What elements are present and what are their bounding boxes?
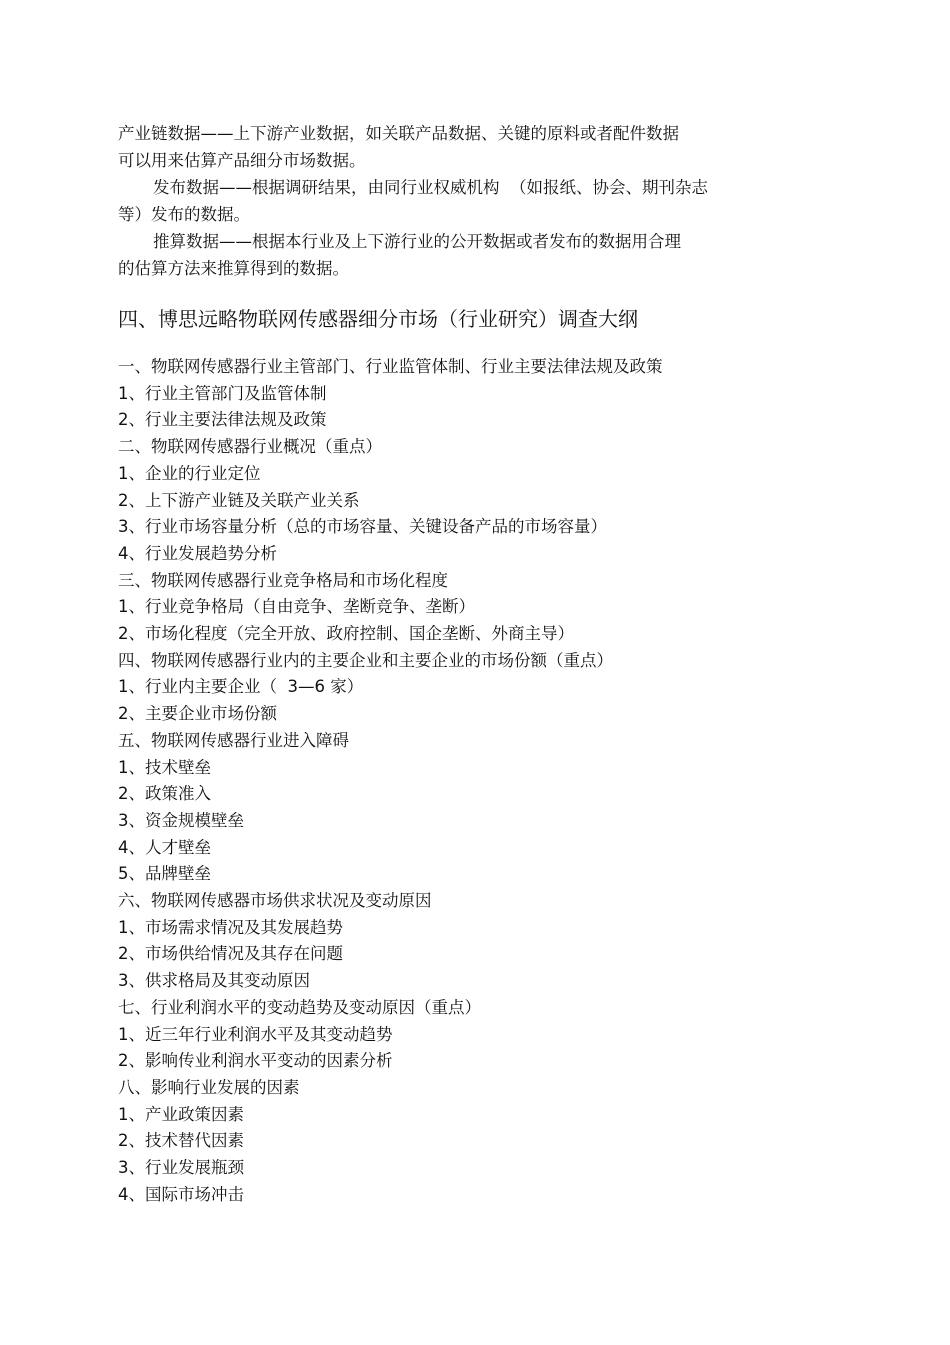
outline-item: 3、行业发展瓶颈 bbox=[118, 1158, 244, 1178]
outline-item: 1、行业竞争格局（自由竞争、垄断竞争、垄断） bbox=[118, 597, 475, 617]
outline-item: 1、近三年行业利润水平及其变动趋势 bbox=[118, 1024, 393, 1044]
outline-item: 2、市场供给情况及其存在问题 bbox=[118, 944, 343, 964]
outline-item: 1、技术壁垒 bbox=[118, 757, 211, 777]
survey-outline bbox=[118, 354, 838, 1209]
outline-section-title: 二、物联网传感器行业概况（重点） bbox=[118, 437, 382, 457]
outline-section-title: 一、物联网传感器行业主管部门、行业监管体制、行业主要法律法规及政策 bbox=[118, 357, 663, 376]
outline-item: 4、国际市场冲击 bbox=[118, 1184, 244, 1204]
section-heading: 四、博思远略物联网传感器细分市场（行业研究）调查大纲 bbox=[118, 307, 638, 331]
outline-item: 3、行业市场容量分析（总的市场容量、关键设备产品的市场容量） bbox=[118, 517, 607, 537]
intro-line: 可以用来估算产品细分市场数据。 bbox=[118, 151, 366, 170]
intro-line: 发布数据——根据调研结果，由同行业权威机构 （如报纸、协会、期刊杂志 bbox=[153, 178, 708, 197]
intro-line: 的估算方法来推算得到的数据。 bbox=[118, 259, 349, 278]
outline-section-title: 五、物联网传感器行业进入障碍 bbox=[118, 730, 349, 750]
intro-section bbox=[118, 120, 818, 282]
outline-item: 2、技术替代因素 bbox=[118, 1131, 244, 1151]
outline-item: 4、人才壁垒 bbox=[118, 837, 211, 857]
intro-line: 产业链数据——上下游产业数据，如关联产品数据、关键的原料或者配件数据 bbox=[118, 124, 679, 143]
outline-item: 2、主要企业市场份额 bbox=[118, 704, 277, 724]
outline-item: 3、供求格局及其变动原因 bbox=[118, 971, 310, 991]
outline-item: 2、影响传业利润水平变动的因素分析 bbox=[118, 1051, 393, 1071]
outline-item: 1、行业内主要企业（ 3—6 家） bbox=[118, 677, 364, 697]
outline-item: 3、资金规模壁垒 bbox=[118, 810, 244, 830]
outline-section-title: 八、影响行业发展的因素 bbox=[118, 1077, 300, 1097]
outline-section-title: 三、物联网传感器行业竞争格局和市场化程度 bbox=[118, 570, 448, 590]
outline-item: 2、市场化程度（完全开放、政府控制、国企垄断、外商主导） bbox=[118, 624, 574, 644]
outline-section-title: 四、物联网传感器行业内的主要企业和主要企业的市场份额（重点） bbox=[118, 650, 613, 670]
outline-item: 5、品牌壁垒 bbox=[118, 864, 211, 884]
outline-section-title: 六、物联网传感器市场供求状况及变动原因 bbox=[118, 891, 432, 911]
intro-line: 推算数据——根据本行业及上下游行业的公开数据或者发布的数据用合理 bbox=[153, 232, 681, 251]
outline-item: 1、企业的行业定位 bbox=[118, 463, 261, 483]
outline-item: 1、产业政策因素 bbox=[118, 1104, 244, 1124]
outline-item: 2、政策准入 bbox=[118, 784, 211, 804]
outline-item: 1、市场需求情况及其发展趋势 bbox=[118, 917, 343, 937]
outline-item: 2、行业主要法律法规及政策 bbox=[118, 410, 327, 430]
outline-section-title: 七、行业利润水平的变动趋势及变动原因（重点） bbox=[118, 997, 481, 1017]
outline-item: 1、行业主管部门及监管体制 bbox=[118, 383, 327, 403]
outline-item: 2、上下游产业链及关联产业关系 bbox=[118, 490, 360, 510]
intro-line: 等）发布的数据。 bbox=[118, 205, 250, 224]
outline-item: 4、行业发展趋势分析 bbox=[118, 543, 277, 563]
